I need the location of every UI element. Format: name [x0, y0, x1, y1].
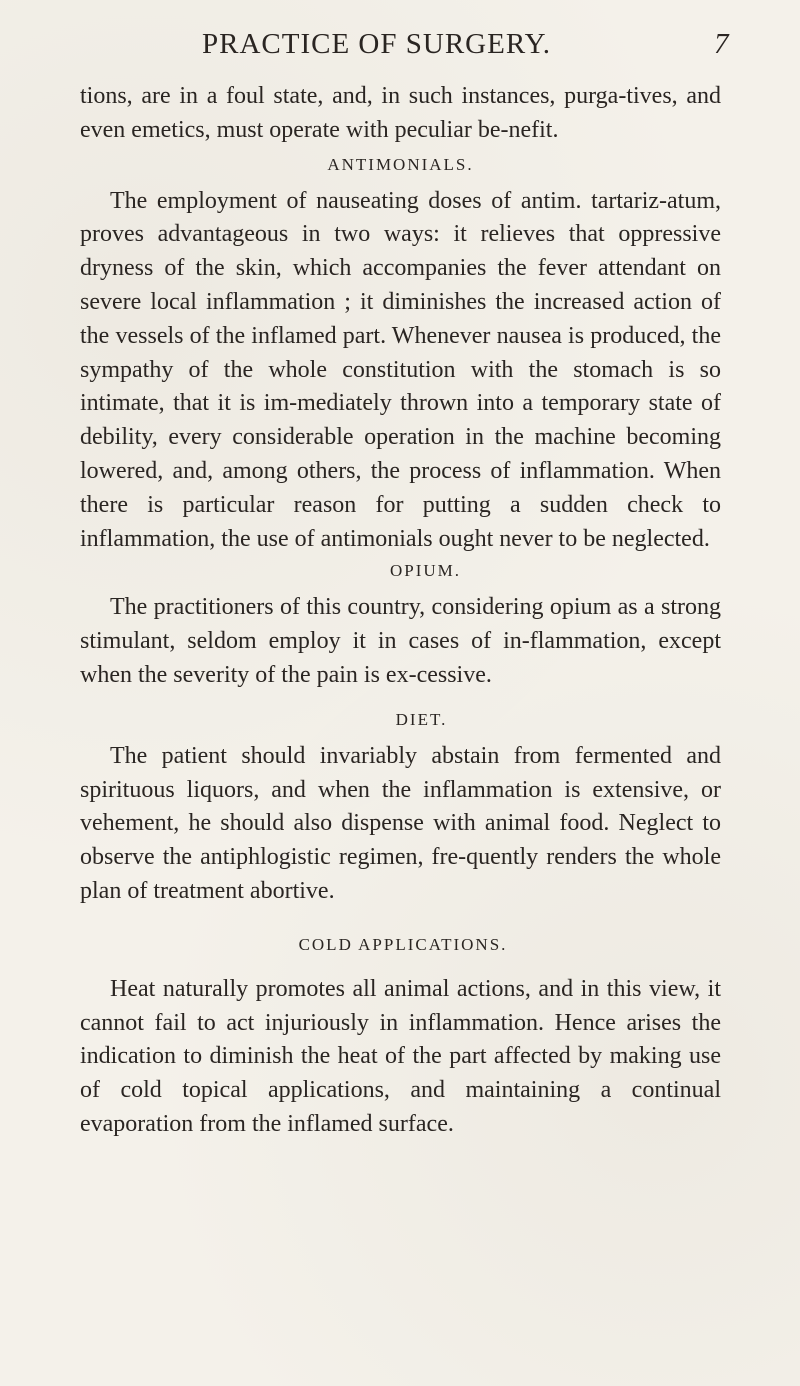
- heading-antimonials: ANTIMONIALS.: [327, 154, 474, 174]
- heading-diet: DIET.: [395, 709, 448, 729]
- opium-paragraph: The practitioners of this country, considering opium as a strong stimulant, seldom employ it in cases of in-flammation, except when the severity of the pain is ex-cessive.: [80, 594, 721, 688]
- heading-cold-applications: COLD APPLICATIONS.: [298, 934, 508, 954]
- diet-paragraph: The patient should invariably abstain from fermented and spirituous liquors, and when the inflammation is extensive, or vehement, he should also dispense with animal food. Neglect to observe the antiphlogistic regimen, fre-quently renders the whole plan of treatment abortive.: [80, 742, 721, 904]
- cold-applications-paragraph: Heat naturally promotes all animal actions, and in this view, it cannot fail to act injuriously in inflammation. Hence arises the indication to diminish the heat of the part affected by making use of cold topical applications, and maintaining a continual evaporation from the inflamed surface.: [80, 975, 721, 1137]
- heading-opium: OPIUM.: [389, 561, 462, 581]
- running-head: [0, 28, 800, 78]
- page-number: 7: [714, 28, 729, 60]
- running-title: PRACTICE OF SURGERY.: [202, 28, 552, 60]
- continuation-paragraph: tions, are in a foul state, and, in such instances, purga-tives, and even emetics, must operate with peculiar be-nefit.: [80, 83, 721, 143]
- page-body: [80, 80, 721, 1360]
- antimonials-paragraph: The employment of nauseating doses of antim. tartariz-atum, proves advantageous in two ways: it relieves that oppressive dryness of the skin, which accompanies the fever attendant on severe local inflammation ; it diminishes the increased action of the vessels of the inflamed part. Whenever nausea is produced, the sympathy of the whole constitution with the stomach is so intimate, that it is im-mediately thrown into a temporary state of debility, every considerable operation in the machine becoming lowered, and, among others, the process of inflammation. When there is particular reason for putting a sudden check to inflammation, the use of antimonials ought never to be neglected.: [80, 187, 721, 552]
